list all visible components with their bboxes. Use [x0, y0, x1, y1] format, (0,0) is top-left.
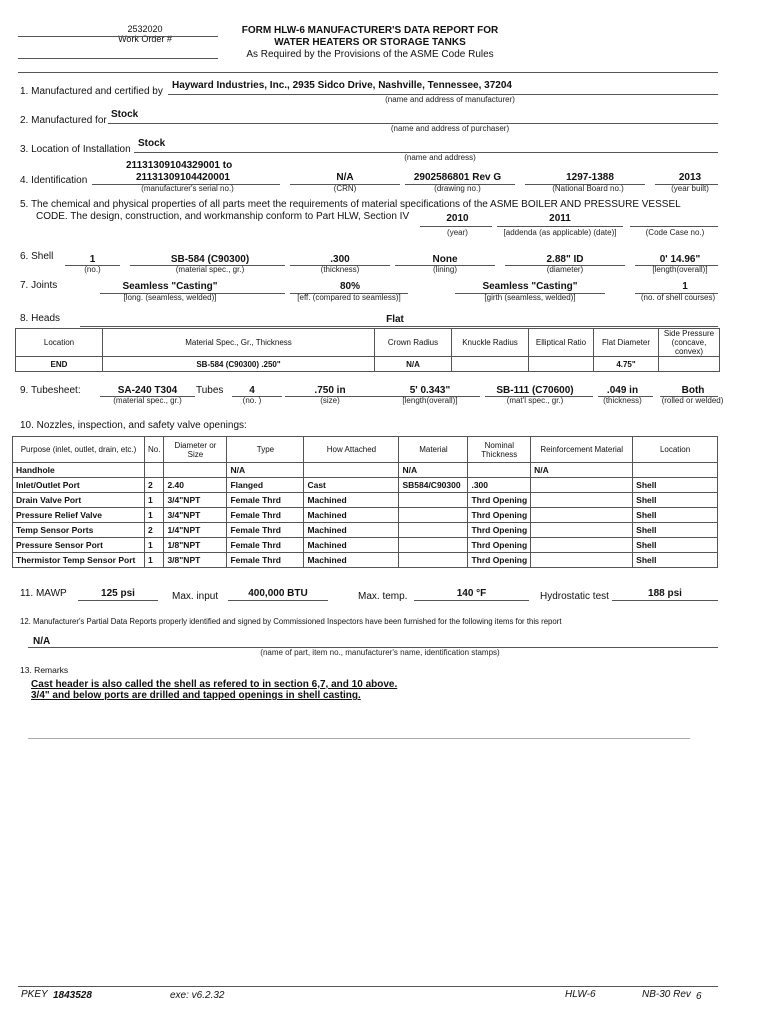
- table-row: [13, 538, 718, 553]
- nozzles-col-size: Diameter or Size: [164, 437, 227, 463]
- manufacturer-name: Hayward Industries, Inc., 2935 Sidco Drive, Nashville, Tennessee, 37204: [172, 80, 512, 91]
- shell-length-caption: [length(overall)]: [652, 265, 708, 274]
- table-row: [13, 523, 718, 538]
- code-year: 2010: [446, 213, 469, 224]
- nozzle-cell: 2: [145, 478, 164, 493]
- item6-label: 6. Shell: [20, 251, 54, 262]
- nozzle-cell: Pressure Sensor Port: [13, 538, 145, 553]
- item9-label: 9. Tubesheet:: [20, 385, 81, 396]
- nozzle-cell: SB584/C90300: [399, 478, 468, 493]
- nozzle-cell: N/A: [227, 463, 304, 478]
- footer-rule: [18, 986, 718, 987]
- item5-line1: 5. The chemical and physical properties of all parts meet the requirements of material specifications of the ASME BOILER AND PRESSURE VESSEL: [20, 199, 681, 210]
- remarks-line1: Cast header is also called the shell as refered to in section 6,7, and 10 above.: [31, 679, 398, 690]
- tube-size-caption: (size): [320, 396, 340, 405]
- longitudinal-joint: Seamless "Casting": [122, 281, 218, 292]
- heads-cell-side-pressure: [659, 357, 720, 372]
- eff-caption: [eff. (compared to seamless)]: [297, 293, 401, 302]
- nozzle-cell: Pressure Relief Valve: [13, 508, 145, 523]
- shell-material-caption: (material spec., gr.): [175, 265, 245, 274]
- nozzle-cell: [633, 463, 718, 478]
- addenda-caption: [addenda (as applicable) (date)]: [503, 228, 617, 237]
- heads-type: Flat: [386, 314, 404, 325]
- item7-label: 7. Joints: [20, 280, 58, 291]
- nozzle-cell: N/A: [399, 463, 468, 478]
- nozzle-cell: Female Thrd: [227, 508, 304, 523]
- nozzle-cell: [399, 493, 468, 508]
- year-caption: (year built): [671, 184, 709, 193]
- nozzle-cell: 1: [145, 553, 164, 568]
- nozzle-cell: Shell: [633, 478, 718, 493]
- nozzle-cell: Drain Valve Port: [13, 493, 145, 508]
- drawing-caption: (drawing no.): [434, 184, 481, 193]
- header-divider: [18, 72, 718, 73]
- heads-col-crown-radius: Crown Radius: [375, 329, 452, 357]
- heads-col-flat-diameter: Flat Diameter: [594, 329, 659, 357]
- crn-value: N/A: [336, 172, 354, 183]
- nozzles-col-attached: How Attached: [304, 437, 399, 463]
- nozzle-cell: Machined: [304, 538, 399, 553]
- heads-header-row: [16, 329, 720, 357]
- heads-col-location: Location: [16, 329, 103, 357]
- item2-caption: (name and address of purchaser): [390, 124, 510, 133]
- heads-table: [15, 328, 720, 372]
- item13-label: 13. Remarks: [20, 665, 69, 675]
- shell-lining: None: [432, 254, 458, 265]
- installation-location: Stock: [138, 138, 166, 149]
- item8-label: 8. Heads: [20, 313, 61, 324]
- heads-cell-location: END: [16, 357, 103, 372]
- partial-reports-value: N/A: [33, 636, 51, 647]
- max-input-value: 400,000 BTU: [248, 588, 308, 599]
- nozzle-cell: Female Thrd: [227, 523, 304, 538]
- remarks-rule: [28, 738, 690, 739]
- nozzle-cell: Temp Sensor Ports: [13, 523, 145, 538]
- mawp-label: 11. MAWP: [20, 588, 67, 599]
- work-order-number: 2532020: [127, 24, 163, 34]
- tube-material: SB-111 (C70600): [496, 385, 574, 396]
- serial-caption: (manufacturer's serial no.): [141, 184, 234, 193]
- heads-row: [16, 357, 720, 372]
- addenda-date: 2011: [549, 213, 571, 224]
- long-joint-caption: [long. (seamless, welded)]: [123, 293, 217, 302]
- nozzles-col-type: Type: [227, 437, 304, 463]
- nozzle-cell: Shell: [633, 508, 718, 523]
- heads-cell-crown-radius: N/A: [375, 357, 452, 372]
- nozzle-cell: 1: [145, 493, 164, 508]
- nozzle-cell: [531, 553, 633, 568]
- nozzle-cell: Thrd Opening: [468, 553, 531, 568]
- nozzles-col-material: Material: [399, 437, 468, 463]
- heads-col-side-pressure: Side Pressure (concave, convex): [659, 329, 720, 357]
- tubes-count: 4: [249, 385, 255, 396]
- pkey-label: PKEY: [21, 989, 48, 1000]
- courses-caption: (no. of shell courses): [640, 293, 716, 302]
- item10-label: 10. Nozzles, inspection, and safety valve openings:: [20, 420, 247, 431]
- max-temp-rule: [414, 600, 529, 601]
- nozzles-col-thickness: Nominal Thickness: [468, 437, 531, 463]
- nozzle-cell: Female Thrd: [227, 493, 304, 508]
- nozzle-cell: .300: [468, 478, 531, 493]
- nozzles-col-purpose: Purpose (inlet, outlet, drain, etc.): [13, 437, 145, 463]
- tube-thickness-caption: (thickness): [603, 396, 642, 405]
- nozzle-cell: [531, 523, 633, 538]
- hydro-test-rule: [612, 600, 718, 601]
- heads-rule: [80, 326, 718, 327]
- heads-cell-flat-diameter: 4.75": [594, 357, 659, 372]
- nozzle-cell: [304, 463, 399, 478]
- addenda-rule: [497, 226, 623, 227]
- heads-col-knuckle-radius: Knuckle Radius: [452, 329, 529, 357]
- item12-caption: (name of part, item no., manufacturer's name, identification stamps): [260, 648, 500, 657]
- nozzle-cell: [468, 463, 531, 478]
- heads-col-material: Material Spec., Gr., Thickness: [103, 329, 375, 357]
- tube-material-caption: (mat'l spec., gr.): [506, 396, 564, 405]
- tubes-label: Tubes: [196, 385, 224, 396]
- item1-label: 1. Manufactured and certified by: [20, 86, 163, 97]
- serial-line1: 21131309104329001 to: [126, 160, 233, 171]
- nozzle-cell: [399, 553, 468, 568]
- nozzle-cell: [164, 463, 227, 478]
- nozzle-cell: [145, 463, 164, 478]
- tube-thickness: .049 in: [606, 385, 639, 396]
- item1-caption: (name and address of manufacturer): [385, 95, 515, 104]
- joint-efficiency: 80%: [339, 281, 360, 292]
- shell-thickness: .300: [330, 254, 350, 265]
- nozzle-cell: 3/4"NPT: [164, 508, 227, 523]
- code-case-rule: [630, 226, 718, 227]
- nozzle-cell: Flanged: [227, 478, 304, 493]
- max-input-rule: [228, 600, 328, 601]
- mawp-rule: [78, 600, 158, 601]
- nozzles-col-reinforcement: Reinforcement Material: [531, 437, 633, 463]
- shell-count-caption: (no.): [84, 265, 101, 274]
- hydro-test-label: Hydrostatic test: [540, 591, 609, 602]
- year-built: 2013: [678, 172, 702, 183]
- exe-version: exe: v6.2.32: [170, 990, 225, 1001]
- item3-label: 3. Location of Installation: [20, 144, 131, 155]
- max-temp-value: 140 °F: [456, 588, 487, 599]
- tubesheet-material: SA-240 T304: [117, 385, 178, 396]
- mawp-value: 125 psi: [101, 588, 135, 599]
- footer-form-id: HLW-6: [565, 989, 596, 1000]
- national-board-number: 1297-1388: [566, 172, 614, 183]
- footer-rev-number: 6: [696, 991, 702, 1002]
- heads-cell-material: SB-584 (C90300) .250": [103, 357, 375, 372]
- heads-col-elliptical-ratio: Elliptical Ratio: [529, 329, 594, 357]
- shell-lining-caption: (lining): [432, 265, 457, 274]
- form-title-line1: FORM HLW-6 MANUFACTURER'S DATA REPORT FOR: [241, 25, 499, 36]
- nozzle-cell: 3/4"NPT: [164, 493, 227, 508]
- item4-label: 4. Identification: [20, 175, 88, 186]
- tube-length: 5' 0.343": [409, 385, 451, 396]
- table-row: [13, 493, 718, 508]
- shell-thickness-caption: (thickness): [320, 265, 360, 274]
- serial-line2: 21131309104420001: [136, 172, 230, 183]
- nozzle-cell: [399, 538, 468, 553]
- nozzle-cell: Thrd Opening: [468, 538, 531, 553]
- tubesheet-material-caption: (material spec., gr.): [113, 396, 182, 405]
- heads-cell-knuckle-radius: [452, 357, 529, 372]
- shell-diameter: 2.88" ID: [546, 254, 584, 265]
- code-year-rule: [420, 226, 492, 227]
- nozzle-cell: Inlet/Outlet Port: [13, 478, 145, 493]
- heads-cell-elliptical-ratio: [529, 357, 594, 372]
- footer-nb-rev: NB-30 Rev: [642, 989, 691, 1000]
- max-input-label: Max. input: [172, 591, 219, 602]
- nozzle-cell: Thrd Opening: [468, 493, 531, 508]
- work-order-rule: [18, 36, 218, 37]
- max-temp-label: Max. temp.: [358, 591, 408, 602]
- tubes-count-caption: (no. ): [242, 396, 262, 405]
- table-row: [13, 508, 718, 523]
- nozzles-table: [12, 436, 718, 568]
- nozzle-cell: Female Thrd: [227, 538, 304, 553]
- tube-attachment-caption: (rolled or welded): [661, 396, 724, 405]
- nozzles-col-location: Location: [633, 437, 718, 463]
- nozzle-cell: Machined: [304, 508, 399, 523]
- work-order-rule-2: [18, 58, 218, 59]
- nozzle-cell: Shell: [633, 523, 718, 538]
- table-row: [13, 478, 718, 493]
- item12-label: 12. Manufacturer's Partial Data Reports properly identified and signed by Commissioned Inspectors have been furnished for the following items for this report: [20, 617, 562, 626]
- nozzle-cell: Handhole: [13, 463, 145, 478]
- nozzles-col-no: No.: [145, 437, 164, 463]
- nozzle-cell: [399, 523, 468, 538]
- shell-courses: 1: [682, 281, 688, 292]
- nozzle-cell: Machined: [304, 523, 399, 538]
- nozzle-cell: Machined: [304, 553, 399, 568]
- purchaser-name: Stock: [111, 109, 139, 120]
- work-order-label: Work Order #: [118, 34, 172, 44]
- shell-length: 0' 14.96": [659, 254, 701, 265]
- nb-caption: (National Board no.): [552, 184, 624, 193]
- nozzle-cell: Shell: [633, 553, 718, 568]
- nozzle-cell: 3/8"NPT: [164, 553, 227, 568]
- form-title-line2: WATER HEATERS OR STORAGE TANKS: [274, 37, 466, 48]
- code-case-caption: (Code Case no.): [645, 228, 705, 237]
- nozzle-cell: 2: [145, 523, 164, 538]
- nozzle-cell: 1: [145, 508, 164, 523]
- drawing-number: 2902586801 Rev G: [413, 172, 502, 183]
- pkey-value: 1843528: [53, 990, 92, 1001]
- table-row: [13, 463, 718, 478]
- nozzle-cell: Thrd Opening: [468, 508, 531, 523]
- nozzle-cell: [531, 538, 633, 553]
- nozzle-cell: Cast: [304, 478, 399, 493]
- nozzle-cell: 2.40: [164, 478, 227, 493]
- nozzle-cell: [531, 508, 633, 523]
- nozzle-cell: Thrd Opening: [468, 523, 531, 538]
- item2-label: 2. Manufactured for: [20, 115, 107, 126]
- nozzle-cell: [399, 508, 468, 523]
- nozzle-cell: 1/8"NPT: [164, 538, 227, 553]
- form-title-line3: As Required by the Provisions of the ASME Code Rules: [246, 49, 494, 60]
- tube-size: .750 in: [314, 385, 346, 396]
- shell-count: 1: [89, 254, 96, 265]
- item5-line2: CODE. The design, construction, and workmanship conform to Part HLW, Section IV: [36, 211, 410, 222]
- nozzle-cell: Female Thrd: [227, 553, 304, 568]
- nozzle-cell: 1/4"NPT: [164, 523, 227, 538]
- tube-length-caption: [length(overall)]: [402, 396, 458, 405]
- nozzle-cell: Shell: [633, 493, 718, 508]
- nozzle-cell: [531, 478, 633, 493]
- girth-caption: [girth (seamless, welded)]: [484, 293, 576, 302]
- nozzles-header-row: [13, 437, 718, 463]
- table-row: [13, 553, 718, 568]
- shell-diameter-caption: (diameter): [546, 265, 584, 274]
- tube-attachment: Both: [681, 385, 705, 396]
- nozzle-cell: Shell: [633, 538, 718, 553]
- item3-caption: (name and address): [404, 153, 476, 162]
- nozzle-cell: 1: [145, 538, 164, 553]
- nozzle-cell: Machined: [304, 493, 399, 508]
- remarks-line2: 3/4" and below ports are drilled and tapped openings in shell casting.: [31, 690, 361, 701]
- crn-caption: (CRN): [333, 184, 357, 193]
- nozzle-cell: [531, 493, 633, 508]
- shell-material: SB-584 (C90300): [170, 254, 250, 265]
- nozzle-cell: N/A: [531, 463, 633, 478]
- nozzle-cell: Thermistor Temp Sensor Port: [13, 553, 145, 568]
- girth-joint: Seamless "Casting": [482, 281, 578, 292]
- hydro-test-value: 188 psi: [648, 588, 682, 599]
- code-year-caption: (year): [447, 228, 468, 237]
